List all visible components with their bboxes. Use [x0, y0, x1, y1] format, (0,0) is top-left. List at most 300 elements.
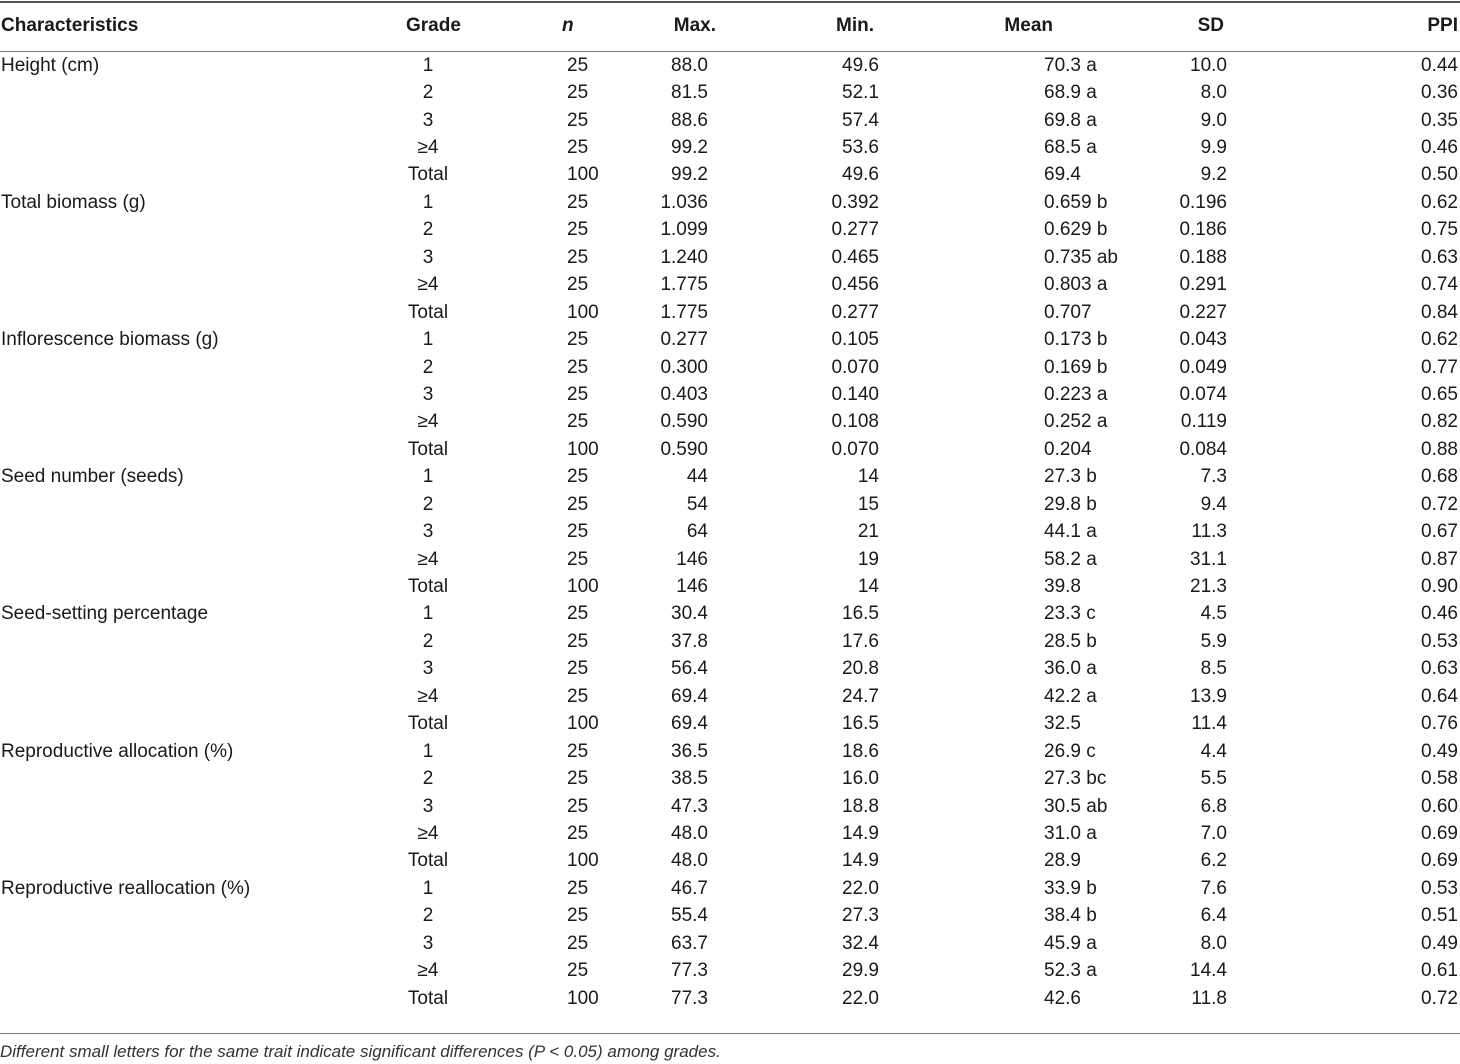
cell-max: 1.099 [660, 219, 708, 241]
cell-sd: 7.0 [1200, 822, 1227, 844]
cell-grade: 2 [422, 905, 434, 927]
cell-grade: 1 [422, 191, 434, 213]
cell-min: 18.6 [842, 740, 879, 762]
cell-n: 25 [567, 960, 589, 982]
cell-grade: ≥4 [417, 960, 439, 982]
cell-max: 146 [676, 548, 708, 570]
cell-n: 25 [567, 630, 589, 652]
cell-max: 56.4 [671, 658, 708, 680]
cell-ppi: 0.36 [1421, 82, 1458, 104]
cell-characteristic [0, 381, 300, 408]
cell-characteristic [0, 628, 300, 655]
cell-grade: 1 [422, 54, 434, 76]
cell-grade: 1 [422, 603, 434, 625]
header-max: Max. [673, 15, 716, 36]
cell-n: 25 [567, 905, 589, 927]
cell-mean: 26.9 c [1044, 740, 1096, 762]
cell-ppi: 0.67 [1421, 521, 1458, 543]
table-row [0, 217, 1460, 244]
cell-ppi: 0.90 [1421, 576, 1458, 598]
cell-grade: 2 [422, 356, 434, 378]
cell-n: 25 [567, 191, 589, 213]
cell-n: 25 [567, 54, 589, 76]
cell-ppi: 0.88 [1421, 438, 1458, 460]
cell-sd: 10.0 [1190, 54, 1227, 76]
table-row [0, 711, 1460, 738]
cell-grade: Total [407, 713, 449, 735]
cell-min: 14 [857, 466, 879, 488]
cell-n: 25 [567, 137, 589, 159]
cell-grade: Total [407, 164, 449, 186]
cell-mean: 69.8 a [1044, 109, 1097, 131]
cell-characteristic [0, 409, 300, 436]
cell-min: 22.0 [842, 877, 879, 899]
cell-ppi: 0.49 [1421, 932, 1458, 954]
cell-sd: 8.0 [1200, 82, 1227, 104]
cell-ppi: 0.69 [1421, 822, 1458, 844]
table-row [0, 628, 1460, 655]
cell-mean: 23.3 c [1044, 603, 1096, 625]
header-mean: Mean [1004, 15, 1053, 36]
cell-min: 57.4 [842, 109, 879, 131]
cell-sd: 9.4 [1200, 493, 1227, 515]
table-row [0, 354, 1460, 381]
table-row [0, 162, 1460, 189]
cell-min: 16.5 [842, 713, 879, 735]
cell-max: 77.3 [671, 987, 708, 1009]
cell-grade: 3 [422, 932, 434, 954]
cell-sd: 0.186 [1179, 219, 1227, 241]
table-row [0, 79, 1460, 106]
cell-min: 0.070 [831, 356, 879, 378]
cell-sd: 11.8 [1191, 987, 1227, 1009]
cell-n: 25 [567, 521, 589, 543]
cell-max: 44 [686, 466, 708, 488]
cell-min: 14.9 [842, 822, 879, 844]
cell-grade: Total [407, 576, 449, 598]
table-row [0, 326, 1460, 353]
header-n: n [562, 15, 574, 36]
cell-sd: 5.5 [1200, 768, 1227, 790]
cell-characteristic [0, 683, 300, 710]
cell-n: 100 [567, 576, 599, 598]
cell-ppi: 0.53 [1421, 877, 1458, 899]
header-characteristics: Characteristics [1, 15, 139, 36]
table-row [0, 244, 1460, 271]
cell-max: 88.0 [671, 54, 708, 76]
table-body [0, 52, 1460, 1012]
cell-min: 24.7 [842, 685, 879, 707]
cell-characteristic [0, 903, 300, 930]
cell-characteristic [0, 162, 300, 189]
cell-n: 100 [567, 713, 599, 735]
cell-characteristic [0, 272, 300, 299]
table-row [0, 848, 1460, 875]
cell-ppi: 0.72 [1421, 987, 1458, 1009]
cell-max: 99.2 [671, 164, 708, 186]
cell-max: 0.590 [660, 438, 708, 460]
cell-n: 25 [567, 795, 589, 817]
cell-n: 25 [567, 932, 589, 954]
cell-sd: 11.3 [1191, 521, 1227, 543]
cell-min: 0.277 [831, 301, 879, 323]
cell-sd: 0.043 [1179, 329, 1227, 351]
header-grade: Grade [406, 15, 461, 36]
header-min: Min. [836, 15, 874, 36]
cell-mean: 28.5 b [1044, 630, 1097, 652]
cell-grade: 1 [422, 466, 434, 488]
cell-ppi: 0.65 [1421, 383, 1458, 405]
cell-min: 52.1 [842, 82, 879, 104]
cell-grade: 2 [422, 493, 434, 515]
cell-min: 16.5 [842, 603, 879, 625]
cell-mean: 0.803 a [1044, 274, 1108, 296]
cell-sd: 0.084 [1179, 438, 1227, 460]
cell-characteristic [0, 436, 300, 463]
table-row [0, 107, 1460, 134]
cell-sd: 13.9 [1190, 685, 1227, 707]
cell-n: 25 [567, 877, 589, 899]
cell-mean: 0.223 a [1044, 383, 1108, 405]
cell-max: 37.8 [671, 630, 708, 652]
cell-ppi: 0.49 [1421, 740, 1458, 762]
cell-sd: 6.2 [1200, 850, 1227, 872]
cell-min: 29.9 [842, 960, 879, 982]
cell-n: 25 [567, 329, 589, 351]
cell-min: 0.105 [831, 329, 879, 351]
cell-max: 69.4 [671, 685, 708, 707]
cell-ppi: 0.44 [1421, 54, 1458, 76]
cell-mean: 69.4 [1044, 164, 1081, 186]
cell-grade: 3 [422, 383, 434, 405]
cell-grade: 2 [422, 768, 434, 790]
cell-sd: 6.8 [1200, 795, 1227, 817]
cell-characteristic [0, 217, 300, 244]
cell-characteristic: Total biomass (g) [1, 191, 146, 213]
cell-min: 0.140 [831, 383, 879, 405]
table-row [0, 409, 1460, 436]
cell-characteristic [0, 491, 300, 518]
cell-ppi: 0.64 [1421, 685, 1458, 707]
header-ppi: PPI [1427, 15, 1458, 36]
cell-grade: ≥4 [417, 548, 439, 570]
cell-max: 1.775 [660, 301, 708, 323]
cell-grade: 3 [422, 795, 434, 817]
cell-n: 25 [567, 822, 589, 844]
cell-ppi: 0.72 [1421, 493, 1458, 515]
cell-ppi: 0.63 [1421, 246, 1458, 268]
cell-n: 25 [567, 768, 589, 790]
cell-min: 0.277 [831, 219, 879, 241]
cell-ppi: 0.68 [1421, 466, 1458, 488]
cell-max: 47.3 [671, 795, 708, 817]
cell-mean: 27.3 bc [1044, 768, 1107, 790]
cell-n: 100 [567, 301, 599, 323]
cell-mean: 28.9 [1044, 850, 1081, 872]
cell-ppi: 0.69 [1421, 850, 1458, 872]
cell-sd: 8.0 [1200, 932, 1227, 954]
cell-ppi: 0.84 [1421, 301, 1458, 323]
cell-n: 25 [567, 740, 589, 762]
cell-max: 0.277 [660, 329, 708, 351]
cell-n: 25 [567, 466, 589, 488]
cell-ppi: 0.53 [1421, 630, 1458, 652]
cell-sd: 6.4 [1200, 905, 1227, 927]
cell-characteristic: Inflorescence biomass (g) [1, 329, 219, 351]
table-row [0, 957, 1460, 984]
cell-max: 88.6 [671, 109, 708, 131]
cell-n: 25 [567, 548, 589, 570]
cell-n: 25 [567, 219, 589, 241]
cell-max: 69.4 [671, 713, 708, 735]
cell-sd: 9.2 [1200, 164, 1227, 186]
cell-ppi: 0.35 [1421, 109, 1458, 131]
table-row [0, 930, 1460, 957]
cell-characteristic [0, 546, 300, 573]
cell-characteristic [0, 656, 300, 683]
cell-n: 25 [567, 685, 589, 707]
cell-characteristic [0, 820, 300, 847]
cell-mean: 45.9 a [1044, 932, 1097, 954]
cell-max: 38.5 [671, 768, 708, 790]
cell-sd: 0.074 [1179, 383, 1227, 405]
table-row [0, 491, 1460, 518]
table-row [0, 272, 1460, 299]
cell-ppi: 0.87 [1421, 548, 1458, 570]
cell-sd: 7.3 [1200, 466, 1227, 488]
cell-max: 1.775 [660, 274, 708, 296]
cell-sd: 31.1 [1190, 548, 1227, 570]
cell-mean: 0.707 [1044, 301, 1092, 323]
cell-min: 53.6 [842, 137, 879, 159]
cell-sd: 9.0 [1200, 109, 1227, 131]
cell-characteristic: Seed-setting percentage [1, 603, 209, 625]
table-row [0, 546, 1460, 573]
cell-ppi: 0.82 [1421, 411, 1458, 433]
cell-ppi: 0.75 [1421, 219, 1458, 241]
cell-mean: 70.3 a [1044, 54, 1097, 76]
cell-ppi: 0.74 [1421, 274, 1458, 296]
cell-min: 21 [857, 521, 879, 543]
table-row [0, 656, 1460, 683]
cell-mean: 33.9 b [1044, 877, 1097, 899]
cell-grade: ≥4 [417, 685, 439, 707]
cell-sd: 8.5 [1200, 658, 1227, 680]
cell-min: 14 [857, 576, 879, 598]
cell-n: 100 [567, 987, 599, 1009]
cell-sd: 5.9 [1200, 630, 1227, 652]
table-row [0, 738, 1460, 765]
cell-characteristic [0, 573, 300, 600]
cell-min: 22.0 [842, 987, 879, 1009]
table-row [0, 189, 1460, 216]
cell-max: 0.300 [660, 356, 708, 378]
cell-sd: 0.196 [1179, 191, 1227, 213]
cell-min: 14.9 [842, 850, 879, 872]
cell-characteristic: Height (cm) [1, 54, 100, 76]
cell-n: 25 [567, 411, 589, 433]
table-row [0, 518, 1460, 545]
cell-ppi: 0.46 [1421, 137, 1458, 159]
cell-characteristic [0, 793, 300, 820]
table-row [0, 299, 1460, 326]
cell-characteristic: Reproductive reallocation (%) [1, 877, 251, 899]
cell-mean: 58.2 a [1044, 548, 1097, 570]
cell-n: 25 [567, 82, 589, 104]
cell-sd: 0.119 [1180, 411, 1227, 433]
cell-n: 25 [567, 493, 589, 515]
cell-mean: 27.3 b [1044, 466, 1097, 488]
cell-grade: Total [407, 301, 449, 323]
cell-n: 25 [567, 603, 589, 625]
cell-grade: ≥4 [417, 137, 439, 159]
cell-min: 20.8 [842, 658, 879, 680]
cell-max: 54 [686, 493, 708, 515]
cell-min: 0.392 [831, 191, 879, 213]
cell-n: 25 [567, 356, 589, 378]
table-bottom-rule [0, 1033, 1460, 1034]
table-row [0, 820, 1460, 847]
cell-characteristic [0, 134, 300, 161]
cell-sd: 11.4 [1191, 713, 1227, 735]
cell-max: 1.036 [660, 191, 708, 213]
cell-max: 146 [676, 576, 708, 598]
cell-mean: 42.2 a [1044, 685, 1097, 707]
cell-ppi: 0.76 [1421, 713, 1458, 735]
cell-sd: 14.4 [1190, 960, 1227, 982]
cell-ppi: 0.60 [1421, 795, 1458, 817]
table-row [0, 381, 1460, 408]
cell-ppi: 0.50 [1421, 164, 1458, 186]
cell-max: 99.2 [671, 137, 708, 159]
cell-max: 81.5 [671, 82, 708, 104]
cell-min: 49.6 [842, 54, 879, 76]
cell-mean: 0.204 [1044, 438, 1092, 460]
cell-min: 16.0 [842, 768, 879, 790]
cell-min: 17.6 [842, 630, 879, 652]
cell-mean: 0.735 ab [1044, 246, 1118, 268]
cell-grade: 3 [422, 246, 434, 268]
cell-max: 0.403 [660, 383, 708, 405]
cell-ppi: 0.63 [1421, 658, 1458, 680]
table-row [0, 436, 1460, 463]
cell-mean: 42.6 [1044, 987, 1081, 1009]
cell-mean: 44.1 a [1044, 521, 1097, 543]
cell-sd: 9.9 [1200, 137, 1227, 159]
cell-sd: 21.3 [1190, 576, 1227, 598]
cell-characteristic [0, 957, 300, 984]
cell-max: 48.0 [671, 850, 708, 872]
cell-grade: Total [407, 438, 449, 460]
cell-grade: 2 [422, 219, 434, 241]
cell-characteristic [0, 354, 300, 381]
cell-max: 0.590 [660, 411, 708, 433]
cell-min: 15 [857, 493, 879, 515]
cell-mean: 68.9 a [1044, 82, 1097, 104]
cell-characteristic [0, 244, 300, 271]
cell-max: 36.5 [671, 740, 708, 762]
cell-ppi: 0.58 [1421, 768, 1458, 790]
cell-grade: 2 [422, 630, 434, 652]
cell-characteristic [0, 985, 300, 1012]
cell-n: 25 [567, 383, 589, 405]
cell-mean: 68.5 a [1044, 137, 1097, 159]
cell-max: 77.3 [671, 960, 708, 982]
cell-grade: Total [407, 850, 449, 872]
table-row [0, 601, 1460, 628]
table-row [0, 903, 1460, 930]
cell-grade: 2 [422, 82, 434, 104]
cell-max: 64 [686, 521, 708, 543]
cell-mean: 32.5 [1044, 713, 1081, 735]
cell-mean: 0.173 b [1044, 329, 1108, 351]
cell-n: 100 [567, 164, 599, 186]
cell-characteristic [0, 518, 300, 545]
cell-mean: 29.8 b [1044, 493, 1097, 515]
cell-characteristic [0, 930, 300, 957]
cell-characteristic [0, 107, 300, 134]
cell-grade: ≥4 [417, 822, 439, 844]
cell-n: 25 [567, 109, 589, 131]
table-footnote: Different small letters for the same trait indicate significant differences (P < 0.05) among grades. [0, 1042, 721, 1061]
cell-min: 19 [857, 548, 879, 570]
cell-n: 25 [567, 246, 589, 268]
table-row [0, 464, 1460, 491]
cell-grade: 3 [422, 658, 434, 680]
cell-characteristic: Reproductive allocation (%) [1, 740, 234, 762]
cell-min: 18.8 [842, 795, 879, 817]
table-row [0, 683, 1460, 710]
cell-characteristic [0, 765, 300, 792]
cell-sd: 0.227 [1179, 301, 1227, 323]
cell-characteristic [0, 848, 300, 875]
cell-mean: 52.3 a [1044, 960, 1097, 982]
cell-grade: 1 [422, 877, 434, 899]
cell-n: 25 [567, 274, 589, 296]
cell-n: 100 [567, 850, 599, 872]
cell-grade: Total [407, 987, 449, 1009]
cell-sd: 7.6 [1200, 877, 1227, 899]
cell-grade: ≥4 [417, 274, 439, 296]
cell-mean: 0.252 a [1044, 411, 1108, 433]
cell-max: 48.0 [671, 822, 708, 844]
header-row [0, 0, 1460, 52]
cell-n: 25 [567, 658, 589, 680]
cell-sd: 0.291 [1179, 274, 1227, 296]
cell-characteristic: Seed number (seeds) [1, 466, 184, 488]
cell-min: 32.4 [842, 932, 879, 954]
cell-mean: 30.5 ab [1044, 795, 1108, 817]
cell-grade: ≥4 [417, 411, 439, 433]
cell-ppi: 0.61 [1421, 960, 1458, 982]
cell-mean: 0.629 b [1044, 219, 1108, 241]
cell-max: 1.240 [660, 246, 708, 268]
cell-ppi: 0.46 [1421, 603, 1458, 625]
cell-ppi: 0.62 [1421, 329, 1458, 351]
cell-sd: 0.049 [1179, 356, 1227, 378]
cell-min: 49.6 [842, 164, 879, 186]
cell-sd: 4.5 [1200, 603, 1227, 625]
cell-min: 0.456 [831, 274, 879, 296]
cell-ppi: 0.51 [1421, 905, 1458, 927]
cell-min: 0.465 [831, 246, 879, 268]
cell-mean: 36.0 a [1044, 658, 1097, 680]
cell-characteristic [0, 711, 300, 738]
cell-n: 100 [567, 438, 599, 460]
cell-characteristic [0, 79, 300, 106]
cell-max: 55.4 [671, 905, 708, 927]
cell-mean: 0.169 b [1044, 356, 1108, 378]
